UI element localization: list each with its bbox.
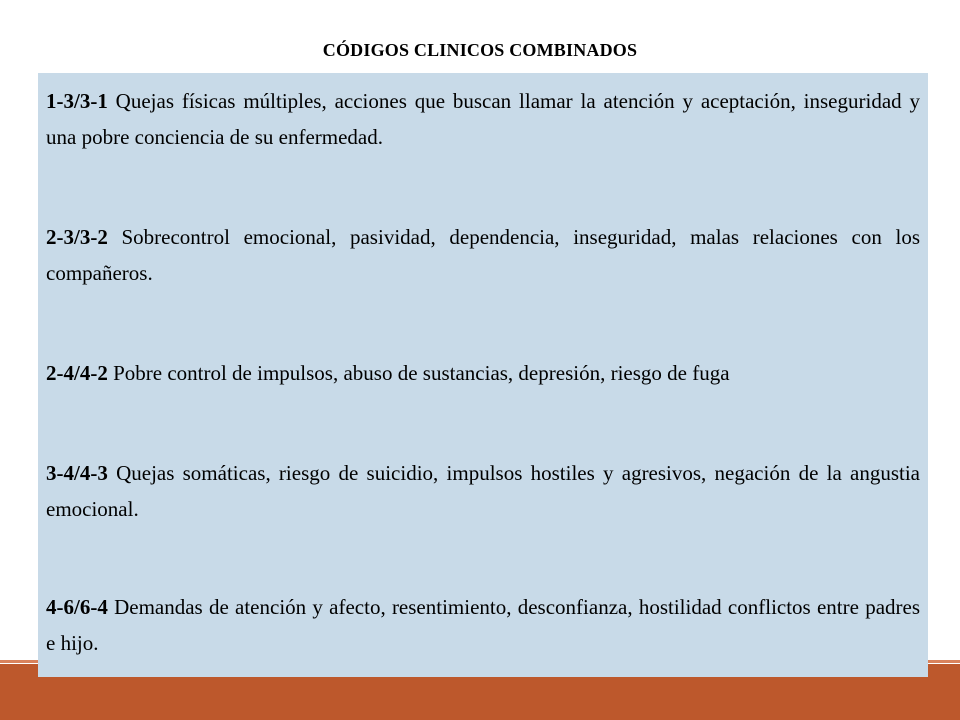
entry-code: 2-4/4-2 [46,361,108,385]
code-entry-2-3 [46,219,920,291]
entry-text: Demandas de atención y afecto, resentimiento, desconfianza, hostilidad conflictos entre padres e hijo. [46,595,920,655]
entry-code: 2-3/3-2 [46,225,108,249]
entry-text: Pobre control de impulsos, abuso de sustancias, depresión, riesgo de fuga [113,361,730,385]
entry-code: 4-6/6-4 [46,595,108,619]
code-entry-1-3 [46,83,920,155]
entry-text: Quejas físicas múltiples, acciones que buscan llamar la atención y aceptación, inseguridad y una pobre conciencia de su enfermedad. [46,89,920,149]
entry-code: 3-4/4-3 [46,461,108,485]
codes-panel [38,73,928,677]
code-entry-4-6 [46,589,920,661]
entry-code: 1-3/3-1 [46,89,108,113]
page-title: CÓDIGOS CLINICOS COMBINADOS [322,40,638,60]
entry-text: Sobrecontrol emocional, pasividad, dependencia, inseguridad, malas relaciones con los compañeros. [46,225,920,285]
code-entry-3-4 [46,455,920,527]
code-entry-2-4 [46,355,920,391]
entry-text: Quejas somáticas, riesgo de suicidio, impulsos hostiles y agresivos, negación de la angustia emocional. [46,461,921,521]
